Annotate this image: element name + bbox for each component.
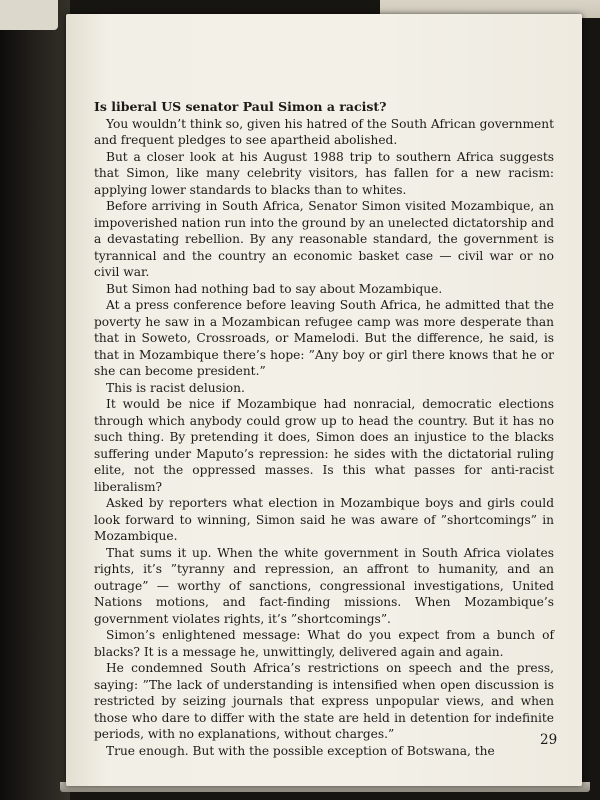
book-page (66, 14, 582, 786)
facing-page-corner (0, 0, 58, 30)
book-gutter-shadow (0, 0, 70, 800)
page-text-block (94, 99, 554, 759)
paragraph: Asked by reporters what election in Mozambique boys and girls could look forward to winning, Simon said he was aware of ”shortcomings” in Mozambique. (94, 496, 554, 543)
paragraph: But Simon had nothing bad to say about Mozambique. (106, 281, 443, 296)
paragraph: At a press conference before leaving South Africa, he admitted that the poverty he saw in a Mozambican refugee camp was more desperate than that in Soweto, Crossroads, or Mamelodi. But the difference, he said, is that in Mozambique there’s hope: ”Any boy or girl there knows that he or she can become president.” (94, 298, 554, 378)
paragraph: You wouldn’t think so, given his hatred of the South African government and frequent pledges to see apartheid abolished. (94, 116, 554, 147)
paragraph: But a closer look at his August 1988 trip to southern Africa suggests that Simon, like many celebrity visitors, has fallen for a new racism: applying lower standards to blacks than to whites. (94, 149, 554, 197)
page-number: 29 (540, 732, 558, 748)
paragraph: That sums it up. When the white government in South Africa violates rights, it’s ”tyranny and repression, an affront to humanity, and an outrage” — worthy of sanctions, congressional investigations, United Nations motions, and fact-finding missions. When Mozambique’s government violates rights, it’s ”shortcomings”. (94, 545, 554, 626)
paragraph: He condemned South Africa’s restrictions on speech and the press, saying: ”The lack of understanding is intensified when open discussion is restricted by seizing journals that express unpopular views, and when those who dare to differ with the state are held in detention for indefinite periods, with no explanations, without charges.” (94, 661, 554, 741)
article-heading: Is liberal US senator Paul Simon a racist? (94, 99, 387, 114)
paragraph: Simon’s enlightened message: What do you expect from a bunch of blacks? It is a message he, unwittingly, delivered again and again. (94, 628, 554, 659)
paragraph: True enough. But with the possible exception of Botswana, the (106, 743, 495, 758)
paragraph: Before arriving in South Africa, Senator Simon visited Mozambique, an impoverished nation run into the ground by an unelected dictatorship and a devastating rebellion. By any reasonable standard, the government is tyrannical and the country an economic basket case — civil war or no civil war. (94, 199, 554, 279)
paragraph: This is racist delusion. (106, 380, 245, 395)
paragraph: It would be nice if Mozambique had nonracial, democratic elections through which anybody could grow up to head the country. But it has no such thing. By pretending it does, Simon does an injustice to the blacks suffering under Maputo’s repression: he sides with the dictatorial ruling elite, not the oppressed masses. Is this what passes for anti-racist liberalism? (94, 397, 554, 494)
